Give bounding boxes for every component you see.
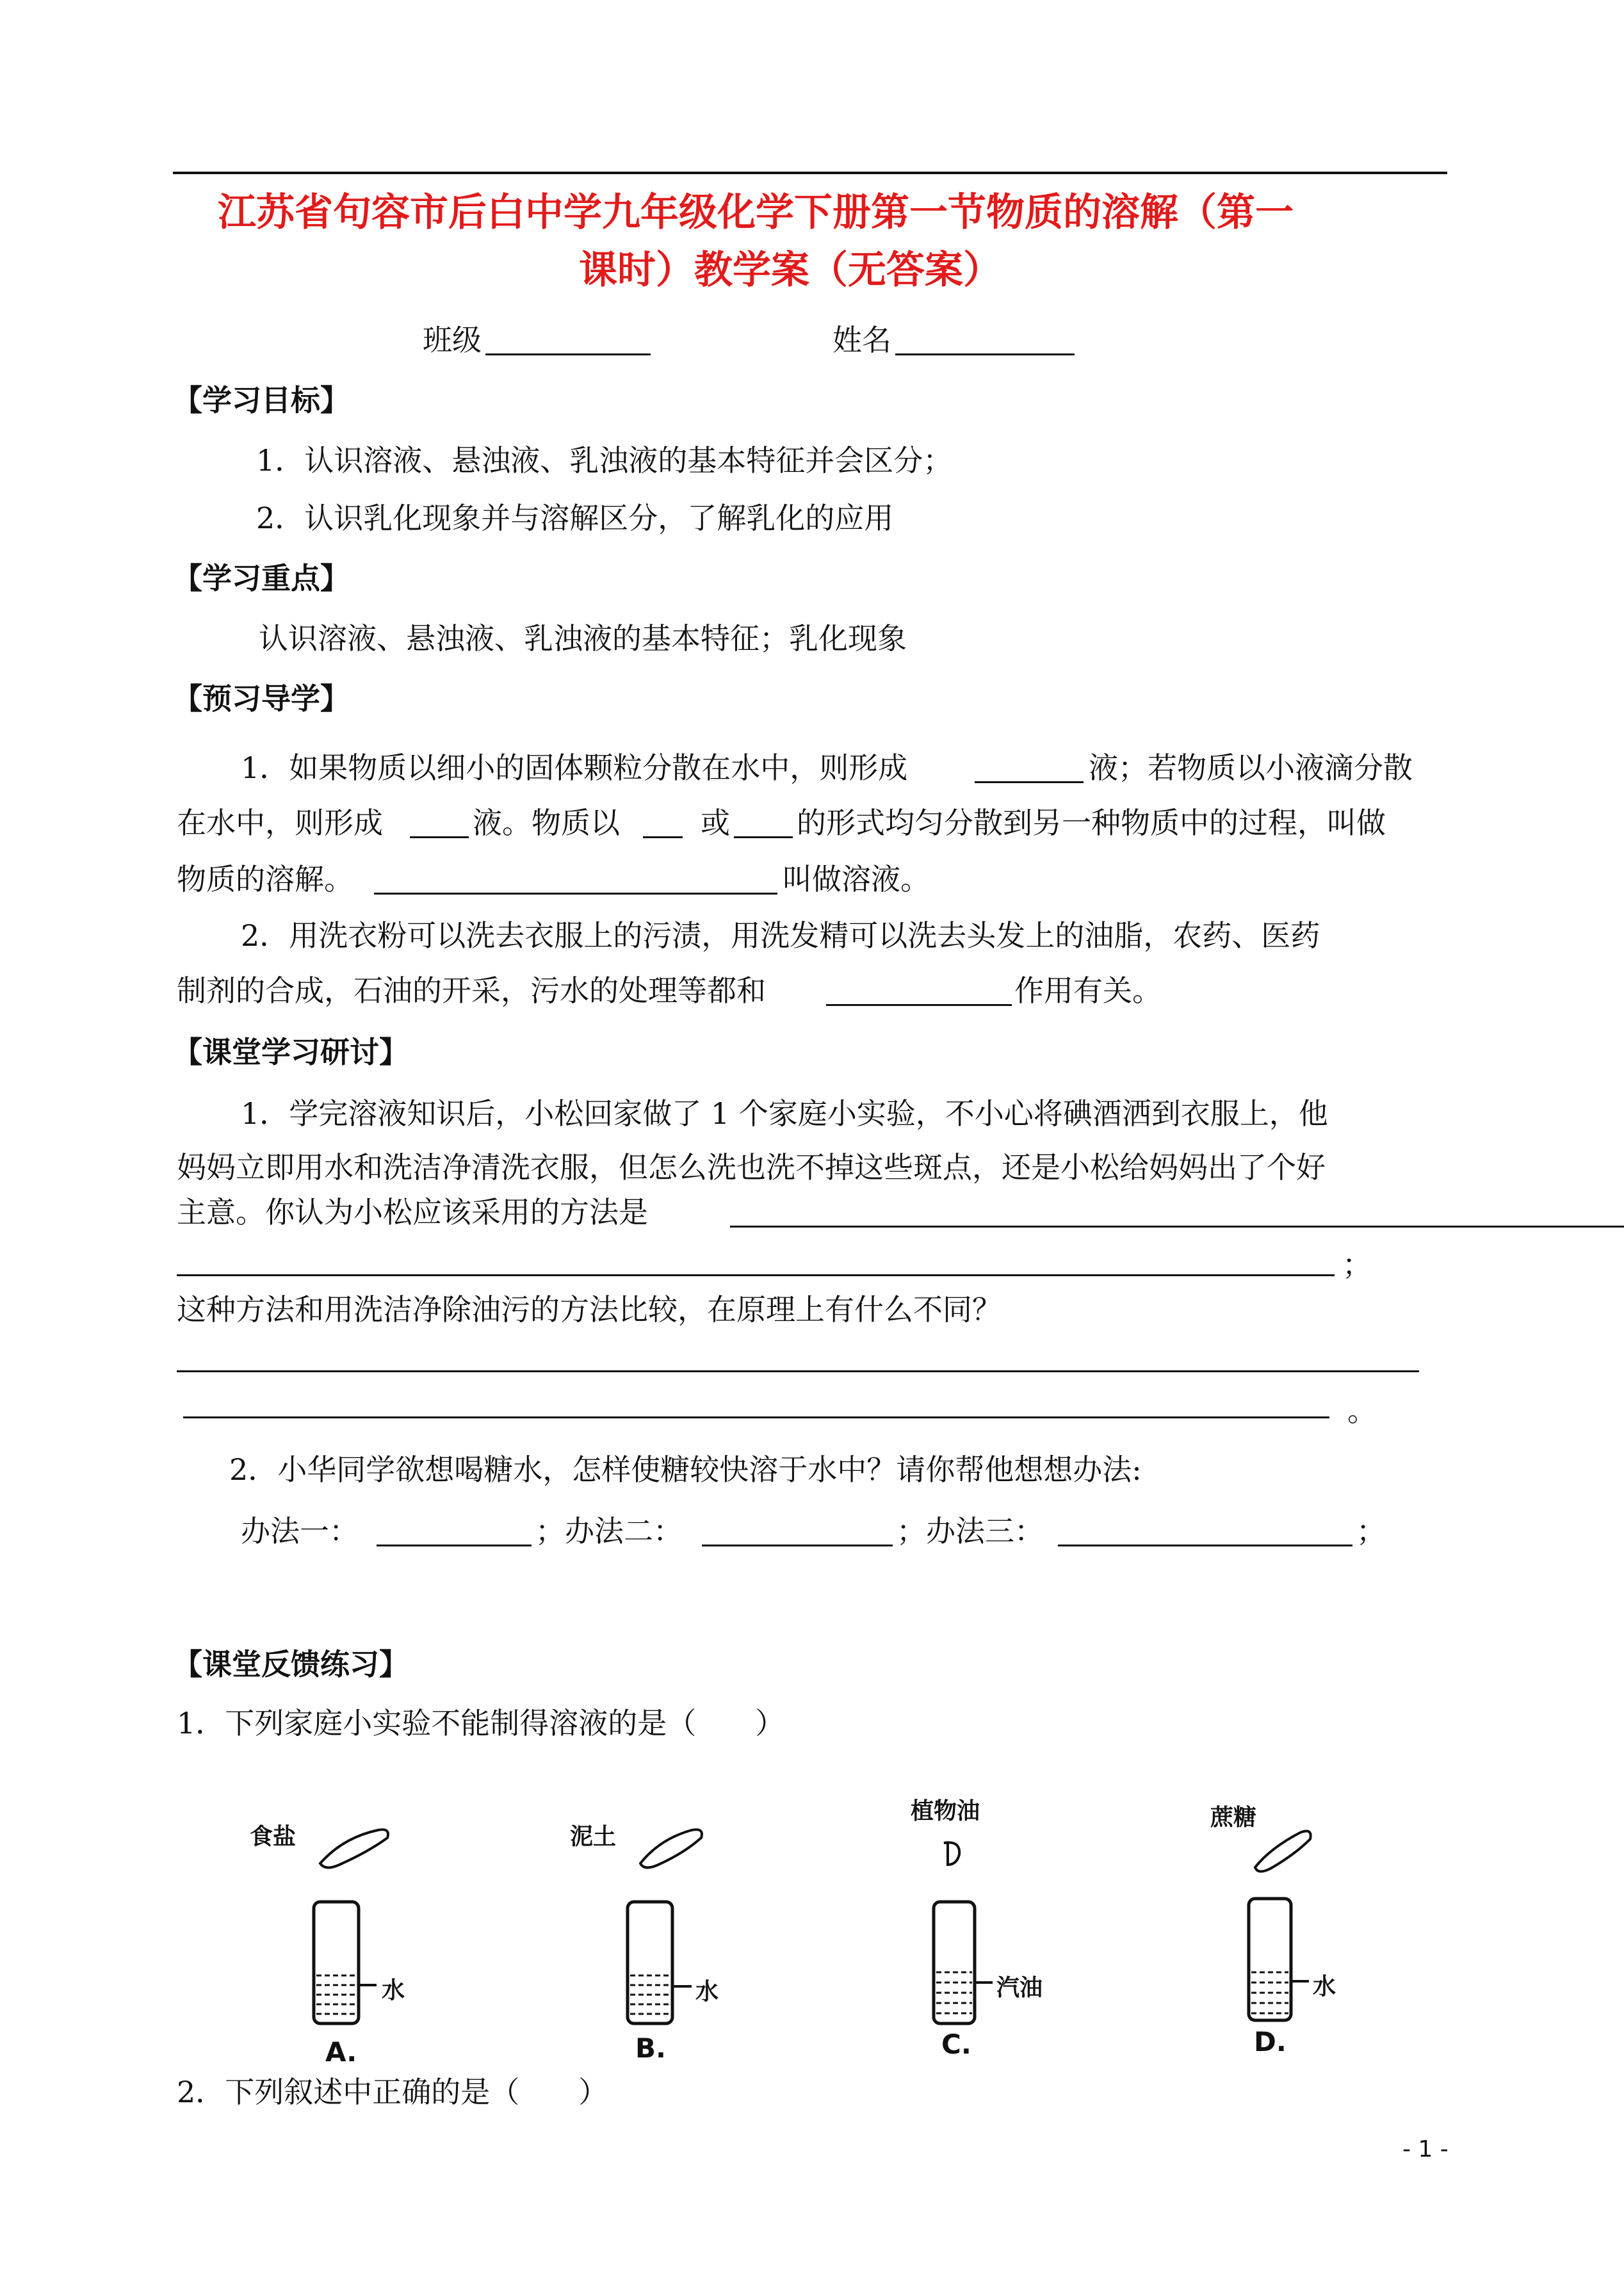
study-q1-line3: 主意。你认为小松应该采用的方法是 bbox=[177, 1195, 648, 1229]
option-a-solvent: 水 bbox=[382, 1977, 405, 2004]
preview-q2-p1: 制剂的合成，石油的开采，污水的处理等都和 bbox=[177, 973, 766, 1008]
option-b-apparatus bbox=[564, 1793, 788, 2062]
method-1-blank[interactable] bbox=[377, 1545, 532, 1546]
option-a-apparatus bbox=[231, 1793, 455, 2062]
spoon-icon bbox=[1255, 1831, 1311, 1872]
preview-q2-p2: 作用有关。 bbox=[1014, 973, 1162, 1008]
class-blank[interactable] bbox=[485, 353, 651, 355]
method-2-blank[interactable] bbox=[702, 1545, 893, 1546]
blank-suspension[interactable] bbox=[975, 781, 1084, 783]
study-q2-end: ； bbox=[1356, 1514, 1386, 1548]
preview-q2-line1: 2．用洗衣粉可以洗去衣服上的污渍，用洗发精可以洗去头发上的油脂，农药、医药 bbox=[241, 918, 1320, 953]
preview-q1-p1: 1．如果物质以细小的固体颗粒分散在水中，则形成 bbox=[241, 750, 908, 785]
preview-q1-p3: 在水中，则形成 bbox=[177, 806, 383, 840]
option-a-solute: 食盐 bbox=[250, 1824, 296, 1850]
name-label: 姓名 bbox=[832, 323, 891, 357]
option-b-solute: 泥土 bbox=[570, 1824, 617, 1850]
page-number: - 1 - bbox=[1402, 2136, 1449, 2162]
option-c-solute: 植物油 bbox=[911, 1798, 980, 1824]
option-d[interactable] bbox=[1204, 1793, 1396, 2062]
blank-form-2[interactable] bbox=[734, 836, 793, 838]
test-tube-figure bbox=[231, 1793, 1383, 2068]
study-q1-line2: 妈妈立即用水和洗洁净清洗衣服，但怎么洗也洗不掉这些斑点，还是小松给妈妈出了个好 bbox=[177, 1150, 1326, 1185]
option-a-label: A. bbox=[325, 2036, 357, 2068]
dropper-icon bbox=[944, 1842, 959, 1865]
preview-header: 【预习导学】 bbox=[173, 681, 350, 716]
class-label: 班级 bbox=[423, 323, 482, 357]
preview-q1-p8: 叫做溶液。 bbox=[783, 862, 930, 896]
study-header: 【课堂学习研讨】 bbox=[173, 1035, 409, 1069]
preview-q1-p5: 或 bbox=[701, 806, 730, 840]
study-q2-m3: ；办法三： bbox=[897, 1514, 1044, 1548]
preview-q1-p2: 液；若物质以小液滴分散 bbox=[1089, 750, 1413, 785]
spoon-icon bbox=[320, 1829, 388, 1867]
option-c[interactable] bbox=[897, 1793, 1121, 2062]
title-line-1: 江苏省句容市后白中学九年级化学下册第一节物质的溶解（第一 bbox=[218, 190, 1294, 235]
key-points-header: 【学习重点】 bbox=[173, 561, 350, 596]
goal-item-1: 1．认识溶液、悬浊液、乳浊液的基本特征并会区分； bbox=[256, 443, 953, 478]
blank-form-1[interactable] bbox=[643, 836, 683, 838]
option-d-label: D. bbox=[1254, 2026, 1287, 2057]
study-q2-m1: 办法一： bbox=[241, 1514, 359, 1548]
feedback-q2: 2．下列叙述中正确的是（ ） bbox=[177, 2075, 608, 2109]
preview-q1-p7: 物质的溶解。 bbox=[177, 862, 353, 896]
title-line-2: 课时）教学案（无答案） bbox=[579, 248, 1002, 293]
blank-emulsion[interactable] bbox=[410, 836, 469, 838]
answer-line-method-cont[interactable] bbox=[177, 1274, 1335, 1276]
study-q2-line1: 2．小华同学欲想喝糖水，怎样使糖较快溶于水中？请你帮他想想办法: bbox=[229, 1452, 1142, 1487]
option-c-solvent: 汽油 bbox=[996, 1975, 1043, 2001]
goals-header: 【学习目标】 bbox=[173, 383, 350, 418]
answer-line-method[interactable] bbox=[730, 1226, 1624, 1228]
study-q1-line1: 1．学完溶液知识后，小松回家做了 1 个家庭小实验，不小心将碘酒洒到衣服上，他 bbox=[241, 1096, 1328, 1131]
goal-item-2: 2．认识乳化现象并与溶解区分，了解乳化的应用 bbox=[256, 501, 894, 535]
study-q1-period: 。 bbox=[1347, 1393, 1377, 1428]
key-points-text: 认识溶液、悬浊液、乳浊液的基本特征；乳化现象 bbox=[259, 621, 907, 656]
preview-q1-p6: 的形式均匀分散到另一种物质中的过程，叫做 bbox=[797, 806, 1386, 840]
option-d-solute: 蔗糖 bbox=[1210, 1804, 1257, 1831]
option-b[interactable] bbox=[564, 1793, 788, 2062]
method-3-blank[interactable] bbox=[1058, 1545, 1352, 1546]
name-blank[interactable] bbox=[895, 353, 1075, 355]
study-q1-semicolon: ； bbox=[1342, 1247, 1372, 1282]
spoon-icon bbox=[640, 1829, 702, 1867]
option-c-label: C. bbox=[941, 2029, 971, 2060]
preview-q1-p4: 液。物质以 bbox=[473, 806, 620, 840]
option-d-apparatus bbox=[1204, 1793, 1396, 2062]
option-d-solvent: 水 bbox=[1313, 1974, 1336, 2000]
blank-emulsification[interactable] bbox=[826, 1004, 1012, 1006]
test-tube-icon bbox=[934, 1902, 975, 2023]
study-q1-line4: 这种方法和用洗洁净除油污的方法比较，在原理上有什么不同？ bbox=[177, 1292, 1002, 1327]
blank-solution-def[interactable] bbox=[374, 893, 777, 895]
answer-line-difference-1[interactable] bbox=[177, 1370, 1419, 1372]
study-q2-m2: ；办法二： bbox=[535, 1514, 683, 1548]
option-b-solvent: 水 bbox=[695, 1979, 719, 2005]
top-rule bbox=[173, 172, 1447, 174]
option-a[interactable] bbox=[231, 1793, 455, 2068]
option-b-label: B. bbox=[635, 2032, 666, 2064]
option-c-apparatus bbox=[897, 1793, 1121, 2062]
answer-line-difference-2[interactable] bbox=[183, 1416, 1329, 1418]
feedback-header: 【课堂反馈练习】 bbox=[173, 1647, 409, 1682]
feedback-q1: 1．下列家庭小实验不能制得溶液的是（ ） bbox=[177, 1706, 785, 1740]
